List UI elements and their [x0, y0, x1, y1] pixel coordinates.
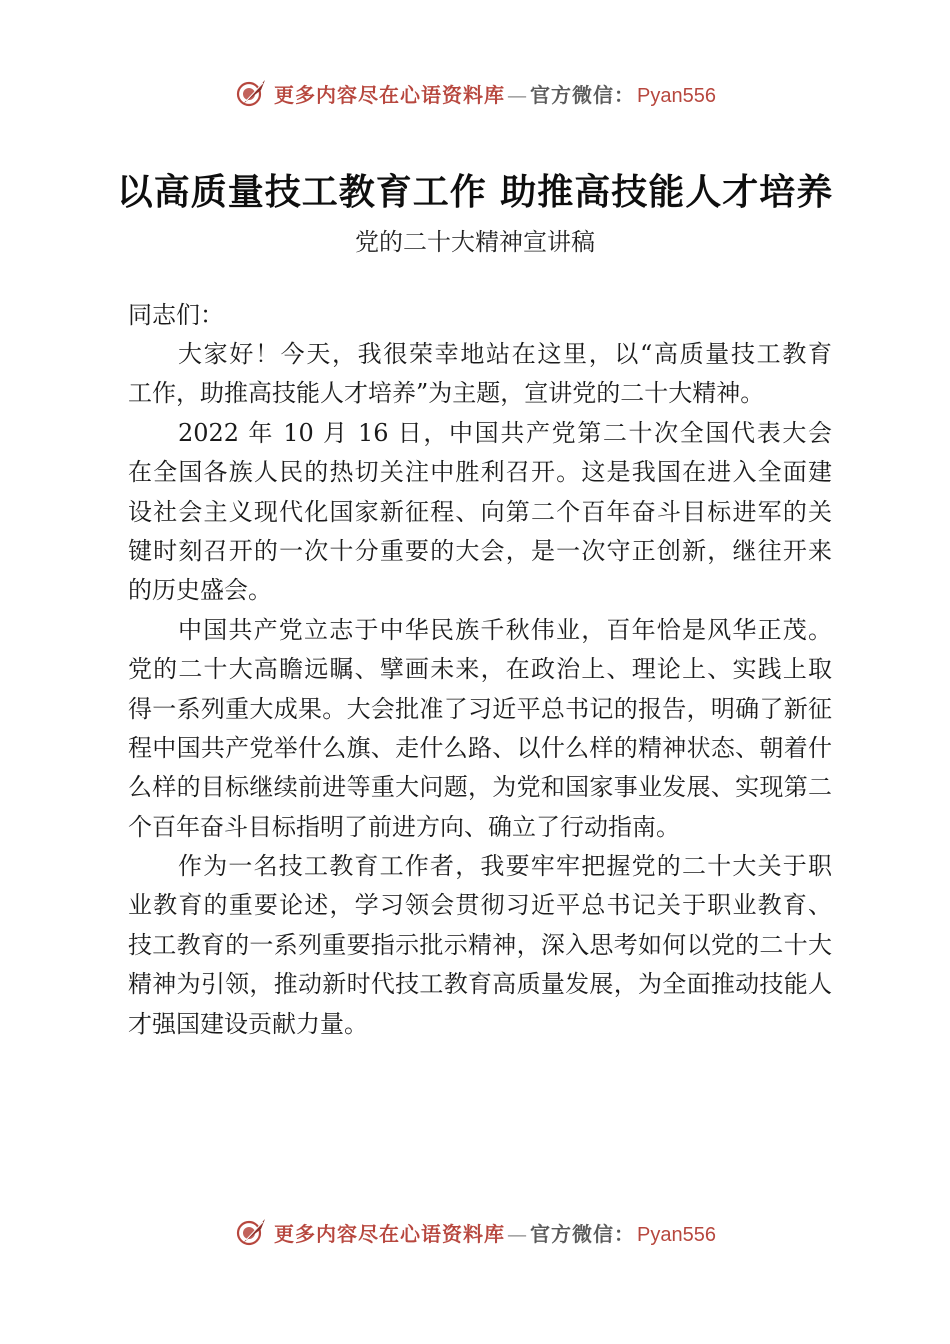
- paragraph-2: [128, 414, 832, 611]
- watermark-main-text: 更多内容尽在心语资料库: [274, 82, 506, 107]
- watermark-label: 官方微信：: [530, 1221, 636, 1246]
- paragraph-line: 大家好！今天，我很荣幸地站在这里，以“高质量技工教育: [178, 340, 832, 368]
- watermark-dash: —: [507, 82, 529, 107]
- paragraph-3: [128, 611, 832, 847]
- quill-pen-logo-icon: [234, 76, 268, 110]
- paragraph-line: 技工教育的一系列重要指示批示精神，深入思考如何以党的二十大: [128, 930, 832, 959]
- paragraph-line: 才强国建设贡献力量。: [128, 1009, 368, 1038]
- paragraph-4: [128, 847, 832, 1044]
- greeting: 同志们：: [128, 301, 224, 329]
- watermark-wechat-id: Pyan556: [637, 1223, 716, 1246]
- paragraph-line: 个百年奋斗目标指明了前进方向、确立了行动指南。: [128, 812, 680, 841]
- watermark-dash: —: [507, 1221, 529, 1246]
- paragraph-line: 业教育的重要论述，学习领会贯彻习近平总书记关于职业教育、: [128, 891, 832, 920]
- paragraph-line: 键时刻召开的一次十分重要的大会，是一次守正创新，继往开来: [128, 536, 832, 565]
- quill-pen-logo-icon: [234, 1215, 268, 1249]
- document-body: [128, 295, 832, 1044]
- watermark-main-text: 更多内容尽在心语资料库: [274, 1221, 506, 1246]
- watermark-label: 官方微信：: [530, 82, 636, 107]
- paragraph-line: 程中国共产党举什么旗、走什么路、以什么样的精神状态、朝着什: [128, 733, 832, 762]
- paragraph-1: [128, 335, 832, 414]
- paragraph-line: 党的二十大高瞻远瞩、擘画未来，在政治上、理论上、实践上取: [128, 655, 832, 684]
- document-subtitle: 党的二十大精神宣讲稿: [355, 228, 595, 256]
- document-title: 以高质量技工教育工作 助推高技能人才培养: [116, 171, 834, 213]
- paragraph-line: 作为一名技工教育工作者，我要牢牢把握党的二十大关于职: [178, 852, 832, 881]
- footer-watermark: [0, 1210, 950, 1254]
- paragraph-line: 中国共产党立志于中华民族千秋伟业，百年恰是风华正茂。: [178, 615, 832, 644]
- paragraph-line: 的历史盛会。: [128, 576, 272, 605]
- header-watermark: [0, 71, 950, 115]
- paragraph-line: 得一系列重大成果。大会批准了习近平总书记的报告，明确了新征: [128, 694, 832, 723]
- paragraph-line: 工作，助推高技能人才培养”为主题，宣讲党的二十大精神。: [128, 379, 765, 408]
- paragraph-line: 2022 年 10 月 16 日，中国共产党第二十次全国代表大会: [178, 418, 832, 447]
- paragraph-line: 设社会主义现代化国家新征程、向第二个百年奋斗目标进军的关: [128, 497, 832, 526]
- paragraph-line: 么样的目标继续前进等重大问题，为党和国家事业发展、实现第二: [128, 773, 832, 802]
- watermark-wechat-id: Pyan556: [637, 84, 716, 107]
- paragraph-line: 精神为引领，推动新时代技工教育高质量发展，为全面推动技能人: [128, 970, 832, 999]
- paragraph-line: 在全国各族人民的热切关注中胜利召开。这是我国在进入全面建: [128, 458, 832, 487]
